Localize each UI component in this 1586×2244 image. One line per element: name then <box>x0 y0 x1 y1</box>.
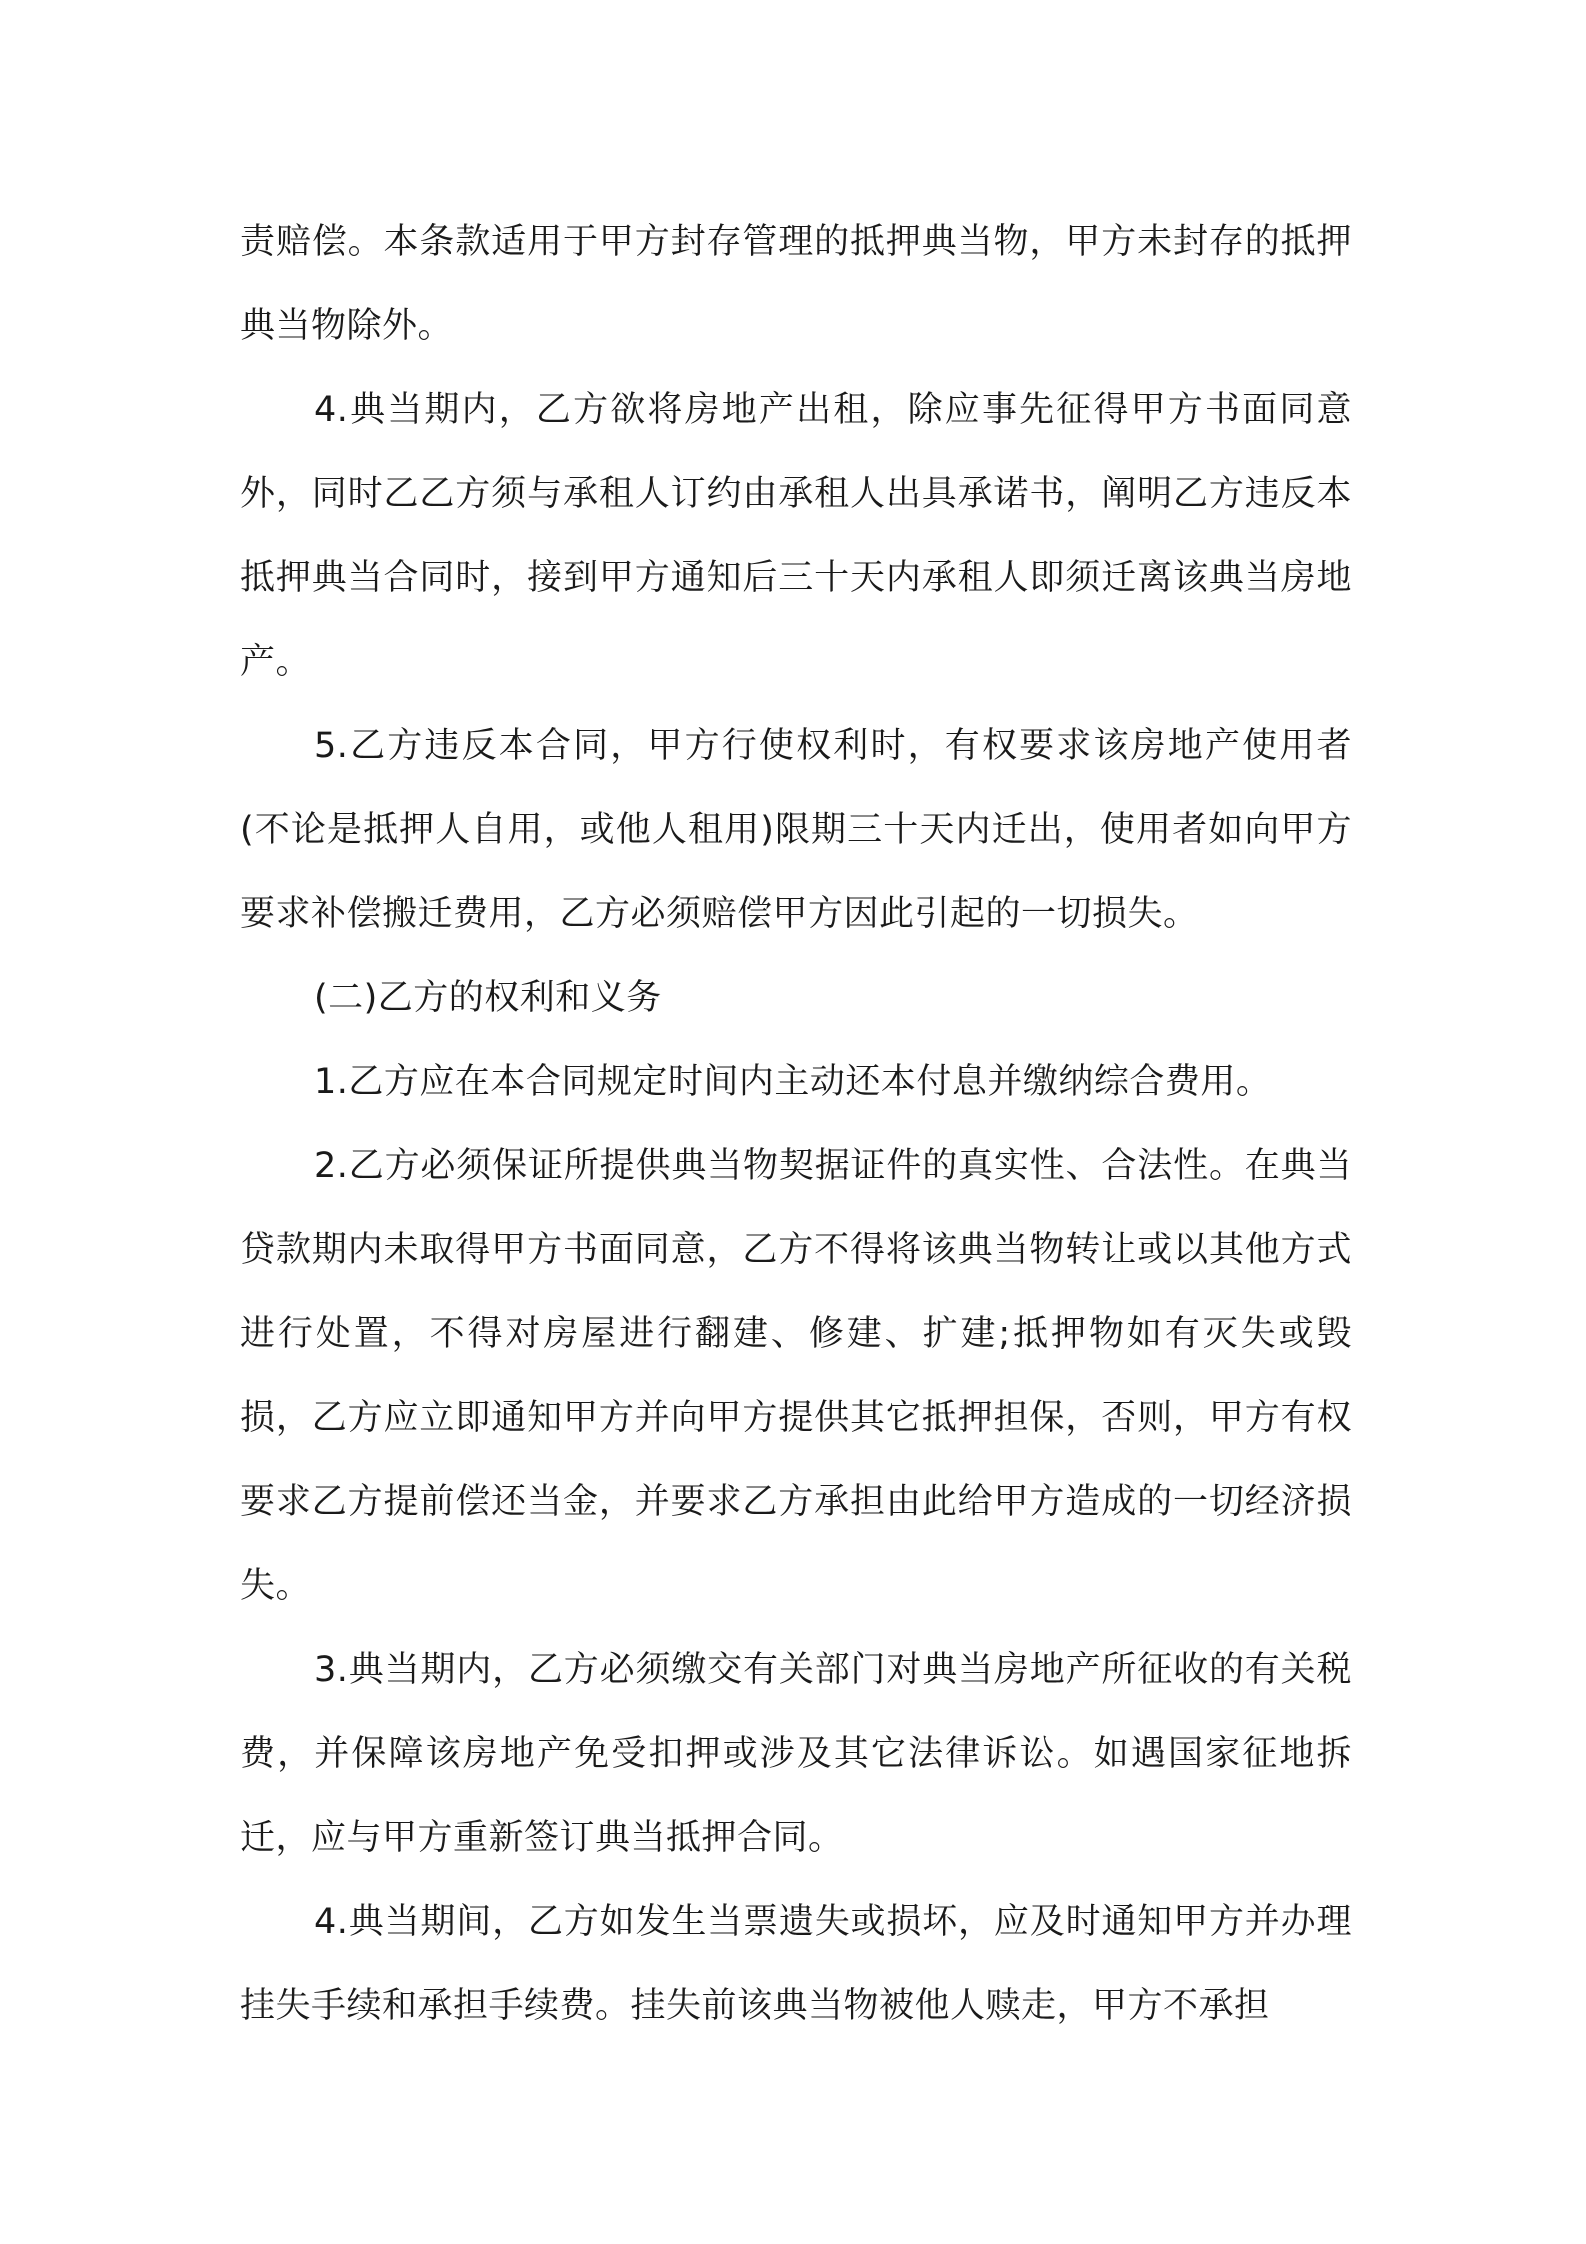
paragraph-b-clause-2: 2.乙方必须保证所提供典当物契据证件的真实性、合法性。在典当贷款期内未取得甲方书面同意，乙方不得将该典当物转让或以其他方式进行处置，不得对房屋进行翻建、修建、扩建;抵押物如有灭失或毁损，乙方应立即通知甲方并向甲方提供其它抵押担保，否则，甲方有权要求乙方提前偿还当金，并要求乙方承担由此给甲方造成的一切经济损失。 <box>240 1146 1352 1606</box>
section-heading-party-b-rights: (二)乙方的权利和义务 <box>314 978 662 1018</box>
paragraph-continuation: 责赔偿。本条款适用于甲方封存管理的抵押典当物，甲方未封存的抵押典当物除外。 <box>240 222 1352 346</box>
document-body <box>240 200 1352 2048</box>
paragraph-b-clause-4: 4.典当期间，乙方如发生当票遗失或损坏，应及时通知甲方并办理挂失手续和承担手续费。挂失前该典当物被他人赎走，甲方不承担 <box>240 1902 1352 2026</box>
paragraph-b-clause-1: 1.乙方应在本合同规定时间内主动还本付息并缴纳综合费用。 <box>314 1062 1272 1102</box>
paragraph-clause-4-lease: 4.典当期内，乙方欲将房地产出租，除应事先征得甲方书面同意外，同时乙乙方须与承租人订约由承租人出具承诺书，阐明乙方违反本抵押典当合同时，接到甲方通知后三十天内承租人即须迁离该典当房地产。 <box>240 390 1352 682</box>
paragraph-b-clause-3: 3.典当期内，乙方必须缴交有关部门对典当房地产所征收的有关税费，并保障该房地产免受扣押或涉及其它法律诉讼。如遇国家征地拆迁，应与甲方重新签订典当抵押合同。 <box>240 1650 1352 1858</box>
paragraph-clause-5-breach: 5.乙方违反本合同，甲方行使权利时，有权要求该房地产使用者(不论是抵押人自用，或他人租用)限期三十天内迁出，使用者如向甲方要求补偿搬迁费用，乙方必须赔偿甲方因此引起的一切损失。 <box>240 726 1352 934</box>
